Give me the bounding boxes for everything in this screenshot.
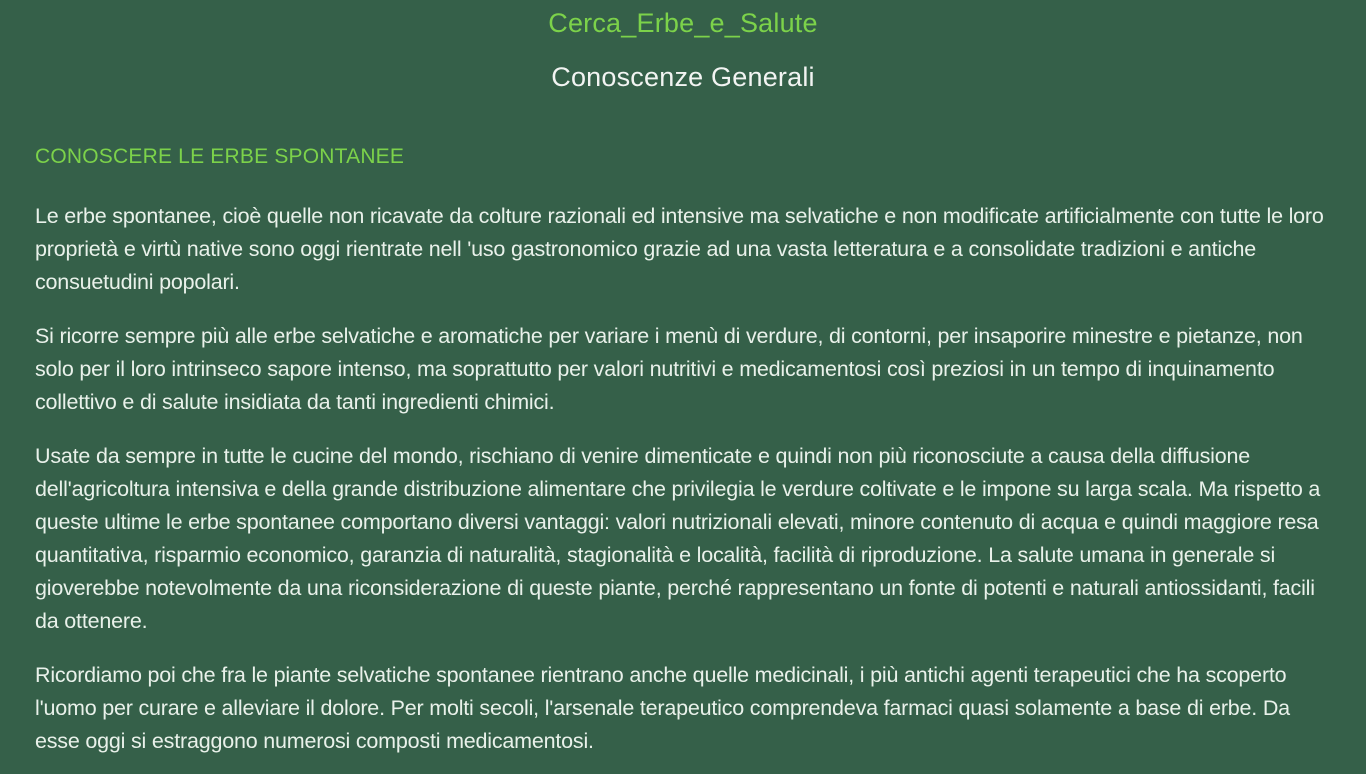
paragraph-advantages: Usate da sempre in tutte le cucine del mondo, rischiano di venire dimenticate e quindi non più riconosciute a causa della diffusione dell'agricoltura intensiva e della grande distribuzione alimentare che privilegia le verdure coltivate e le impone su larga scala. Ma rispetto a queste ultime le erbe spontanee comportano diversi vantaggi: valori nutrizionali elevati, minore contenuto di acqua e quindi maggiore resa quantitativa, risparmio economico, garanzia di naturalità, stagionalità e località, facilità di riproduzione. La salute umana in generale si gioverebbe notevolmente da una riconsiderazione di queste piante, perché rappresentano un fonte di potenti e naturali antiossidanti, facili da ottenere. <box>35 444 1321 633</box>
paragraph-medicinal: Ricordiamo poi che fra le piante selvatiche spontanee rientrano anche quelle medicinali, i più antichi agenti terapeutici che ha scoperto l'uomo per curare e alleviare il dolore. Per molti secoli, l'arsenale terapeutico comprendeva farmaci quasi solamente a base di erbe. Da esse oggi si estraggono numerosi composti medicamentosi. <box>35 663 1290 753</box>
section-heading: CONOSCERE LE ERBE SPONTANEE <box>35 145 405 168</box>
app-window <box>0 6 1366 774</box>
content-area <box>0 144 1366 758</box>
page-header <box>0 6 1366 94</box>
app-title: Cerca_Erbe_e_Salute <box>548 8 818 38</box>
paragraph-intro: Le erbe spontanee, cioè quelle non ricavate da colture razionali ed intensive ma selvatiche e non modificate artificialmente con tutte le loro proprietà e virtù native sono oggi rientrate nell 'uso gastronomico grazie ad una vasta letteratura e a consolidate tradizioni e antiche consuetudini popolari. <box>35 204 1324 294</box>
page-title: Conoscenze Generali <box>551 62 815 92</box>
paragraph-uses: Si ricorre sempre più alle erbe selvatiche e aromatiche per variare i menù di verdure, di contorni, per insaporire minestre e pietanze, non solo per il loro intrinseco sapore intenso, ma soprattutto per valori nutritivi e medicamentosi così preziosi in un tempo di inquinamento collettivo e di salute insidiata da tanti ingredienti chimici. <box>35 324 1303 414</box>
